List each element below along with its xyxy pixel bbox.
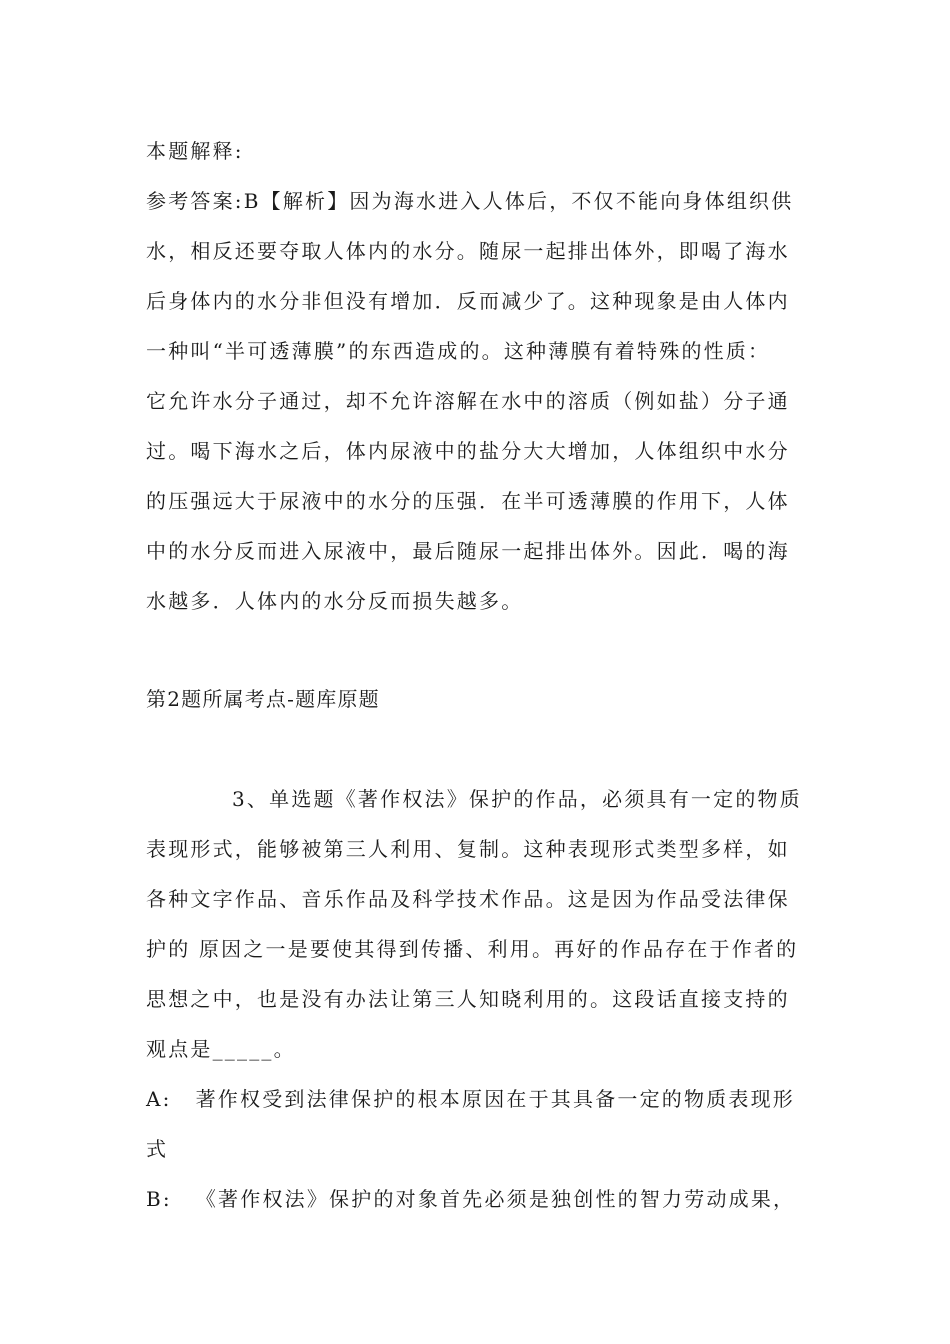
explanation-line: 中的水分反而进入尿液中，最后随尿一起排出体外。因此．喝的海 <box>146 539 790 563</box>
option-a <box>146 1086 795 1112</box>
explanation-line: 水，相反还要夺取人体内的水分。随尿一起排出体外，即喝了海水 <box>146 239 790 263</box>
option-b <box>146 1186 795 1212</box>
explanation-line: 参考答案:B【解析】因为海水进入人体后，不仅不能向身体组织供 <box>146 189 794 213</box>
option-a-continuation: 式 <box>146 1137 169 1161</box>
explanation-heading: 本题解释: <box>146 139 244 163</box>
option-b-label: B: <box>146 1187 172 1211</box>
question-stem-line: 思想之中，也是没有办法让第三人知晓利用的。这段话直接支持的 <box>146 987 790 1011</box>
option-a-label: A: <box>146 1087 172 1111</box>
question-stem-line: 表现形式，能够被第三人利用、复制。这种表现形式类型多样，如 <box>146 837 790 861</box>
question-stem-line: 各种文字作品、音乐作品及科学技术作品。这是因为作品受法律保 <box>146 887 790 911</box>
explanation-line: 水越多．人体内的水分反而损失越多。 <box>146 589 524 613</box>
question-stem-line: 护的 原因之一是要使其得到传播、利用。再好的作品存在于作者的 <box>146 937 799 961</box>
option-a-text: 著作权受到法律保护的根本原因在于其具备一定的物质表现形 <box>195 1087 795 1111</box>
explanation-line: 过。喝下海水之后，体内尿液中的盐分大大增加，人体组织中水分 <box>146 439 790 463</box>
question-stem-line: 3、单选题《著作权法》保护的作品，必须具有一定的物质 <box>232 787 802 811</box>
explanation-line: 它允许水分子通过，却不允许溶解在水中的溶质（例如盐）分子通 <box>146 389 790 413</box>
option-b-text: 《著作权法》保护的对象首先必须是独创性的智力劳动成果， <box>195 1187 796 1211</box>
question-stem-line: 观点是_____。 <box>146 1037 296 1061</box>
explanation-line: 的压强远大于尿液中的水分的压强．在半可透薄膜的作用下，人体 <box>146 489 790 513</box>
explanation-line: 后身体内的水分非但没有增加．反而减少了。这种现象是由人体内 <box>146 289 790 313</box>
topic-note: 第2题所属考点-题库原题 <box>146 687 380 711</box>
explanation-line: 一种叫“半可透薄膜”的东西造成的。这种薄膜有着特殊的性质： <box>146 339 771 363</box>
